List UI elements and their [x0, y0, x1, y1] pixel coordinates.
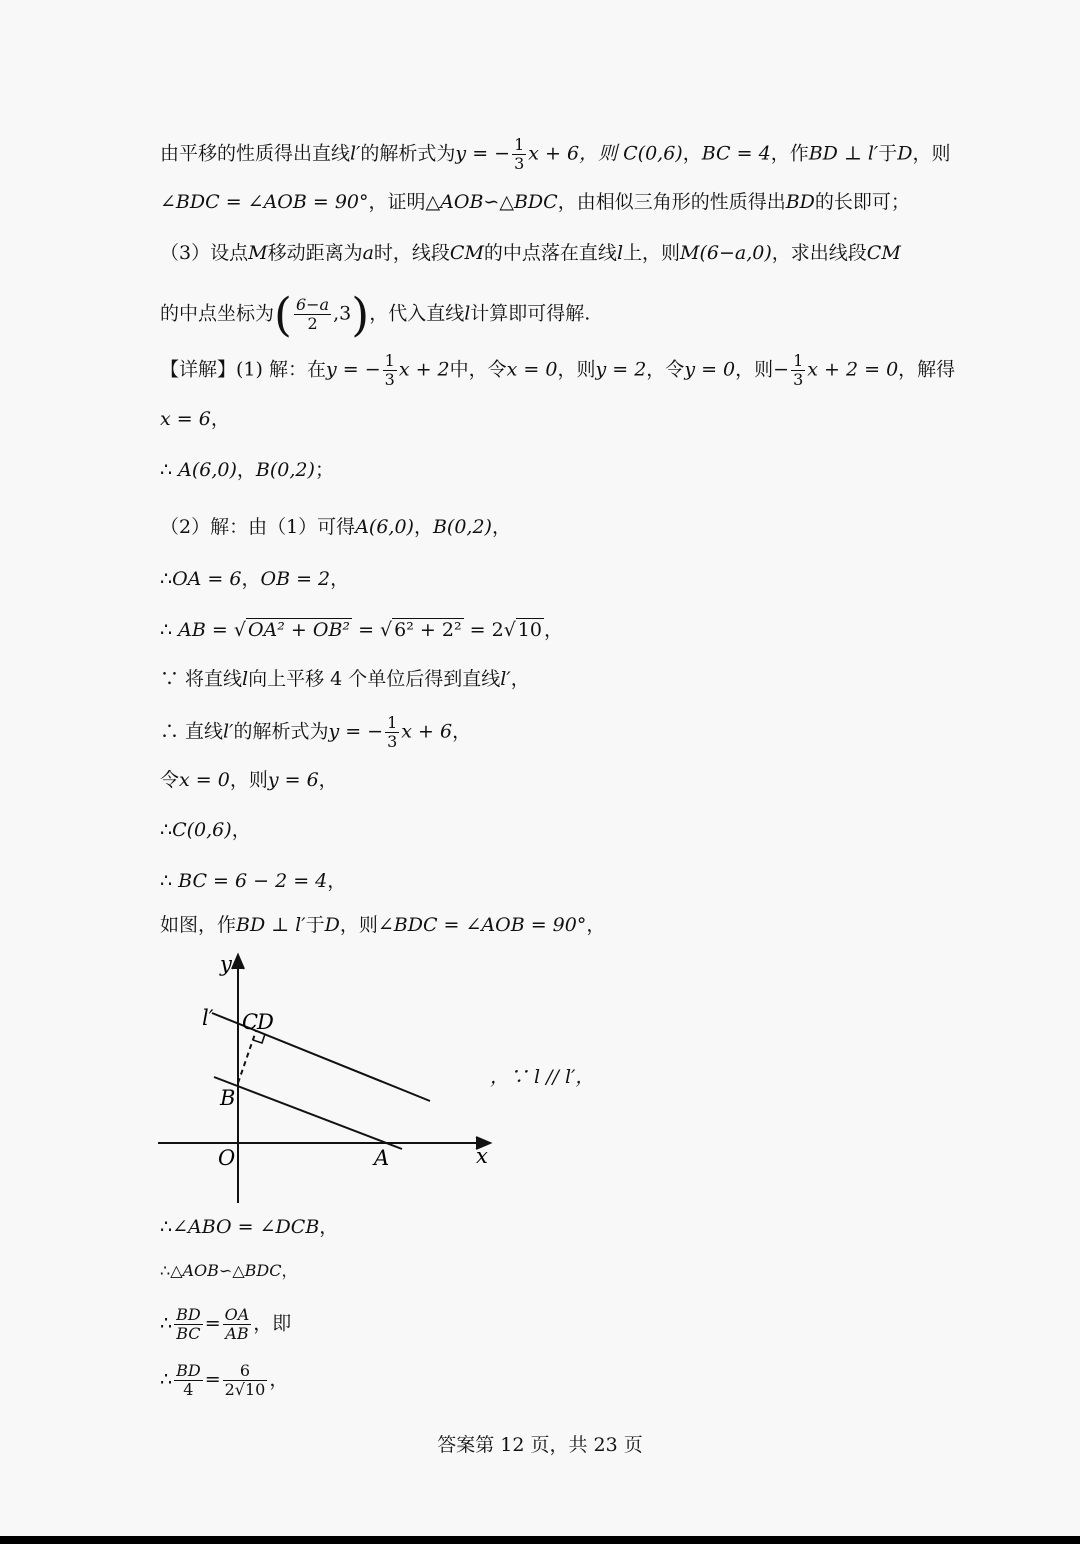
- text-line-16: 如图，作BD ⊥ l′于D，则∠BDC = ∠AOB = 90°，: [160, 914, 606, 936]
- text-line-14: ∴C(0,6)，: [160, 819, 251, 841]
- label-d: D: [257, 1010, 274, 1034]
- text-line-10: ∴ AB = √ OA² + OB² = √ 6² + 2² = 2√ 10 ，: [160, 619, 563, 641]
- right-angle-mark: [253, 1034, 265, 1043]
- text-line-11: ∵ 将直线l向上平移 4 个单位后得到直线l′，: [160, 668, 530, 690]
- text-line-2: ∠BDC = ∠AOB = 90°，证明△AOB∽△BDC，由相似三角形的性质得出BD的长即可；: [160, 191, 910, 213]
- text-line-20: ∴ $\frac{BD}{4}$ = $\frac{6}{2√10}$ ，: [160, 1361, 289, 1399]
- figure-side-note: ，∵ l // l′，: [490, 1066, 595, 1088]
- line-l: [214, 1077, 402, 1149]
- text-line-19: ∴ $\frac{BD}{BC}$ = $\frac{OA}{AB}$ ，即: [160, 1305, 292, 1343]
- text-line-4: 的中点坐标为( $\frac{6-a}{2}$ ,3)，代入直线l计算即可得解.: [160, 287, 591, 342]
- fraction: $\frac{1}{3}$: [514, 135, 525, 173]
- text-line-17: ∴∠ABO = ∠DCB，: [160, 1216, 339, 1238]
- label-l-prime: l′: [202, 1006, 214, 1030]
- text-line-18: ∴△AOB∽△BDC，: [160, 1261, 298, 1280]
- label-a: A: [374, 1146, 390, 1170]
- text-line-7: ∴ A(6,0)，B(0,2)；: [160, 459, 334, 481]
- text-line-13: 令x = 0，则y = 6，: [160, 769, 338, 791]
- label-c: C: [242, 1010, 259, 1034]
- page-footer: 答案第 12 页，共 23 页: [437, 1434, 643, 1456]
- y-axis-arrow: [232, 955, 244, 969]
- label-x: x: [476, 1144, 488, 1168]
- bottom-bar: [0, 1536, 1080, 1544]
- label-o: O: [218, 1146, 236, 1170]
- text-line-1: 由平移的性质得出直线l′的解析式为y = − $\frac{1}{3}$ x + 6，则 C(0,6)，BC = 4，作BD ⊥ l′于D，则: [160, 135, 951, 173]
- label-b: B: [220, 1086, 236, 1110]
- text-line-15: ∴ BC = 6 − 2 = 4，: [160, 870, 347, 892]
- text-line-9: ∴OA = 6，OB = 2，: [160, 568, 350, 590]
- text-line-5: 【详解】(1) 解：在y = − $\frac{1}{3}$ x + 2中，令x = 0，则y = 2，令y = 0，则− $\frac{1}{3}$ x + 2 = 0，解得: [160, 351, 956, 389]
- text-line-8: （2）解：由（1）可得A(6,0)，B(0,2)，: [160, 516, 511, 538]
- label-y: y: [220, 952, 232, 976]
- text-line-3: （3）设点M移动距离为a时，线段CM的中点落在直线l上，则M(6−a,0)，求出线段CM: [160, 242, 901, 264]
- text-line-6: x = 6，: [160, 408, 230, 430]
- text-line-12: ∴ 直线l′的解析式为y = − $\frac{1}{3}$ x + 6，: [160, 713, 472, 751]
- segment-bd-dashed: [238, 1031, 256, 1083]
